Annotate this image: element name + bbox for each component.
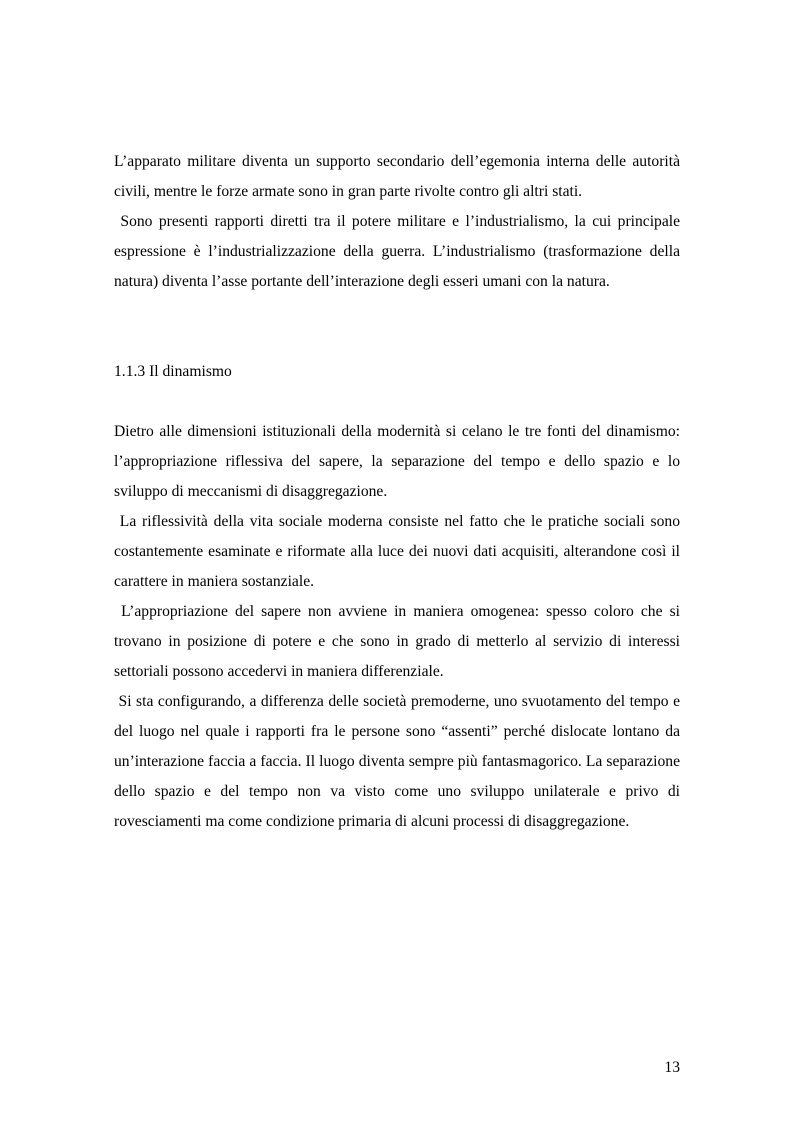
spacer bbox=[114, 297, 680, 357]
paragraph-military-apparatus: L’apparato militare diventa un supporto secondario dell’egemonia interna delle autorità civili, mentre le forze armate sono in gran parte rivolte contro gli altri stati. bbox=[114, 153, 684, 200]
paragraph-industrialism: Sono presenti rapporti diretti tra il potere militare e l’industrialismo, la cui principale espressione è l’industrializzazione della guerra. L’industrialismo (trasformazione della natura) diventa l’asse portante dell’interazione degli esseri umani con la natura. bbox=[114, 213, 684, 290]
paragraph-knowledge-appropriation: L’appropriazione del sapere non avviene in maniera omogenea: spesso coloro che si trovano in posizione di potere e che sono in grado di metterlo al servizio di interessi settoriali possono accedervi in maniera differenziale. bbox=[114, 603, 684, 680]
section-heading: 1.1.3 Il dinamismo bbox=[114, 363, 232, 380]
paragraph-dynamism-sources: Dietro alle dimensioni istituzionali della modernità si celano le tre fonti del dinamismo: l’appropriazione riflessiva del sapere, la separazione del tempo e dello spazio e lo sviluppo di meccanismi di disaggregazione. bbox=[114, 423, 684, 500]
page-number: 13 bbox=[664, 1059, 680, 1076]
spacer bbox=[114, 387, 680, 417]
page-body bbox=[114, 147, 684, 837]
paragraph-time-space-separation: Si sta configurando, a differenza delle società premoderne, uno svuotamento del tempo e del luogo nel quale i rapporti fra le persone sono “assenti” perché dislocate lontano da un’interazione faccia a faccia. Il luogo diventa sempre più fantasmagorico. La separazione dello spazio e del tempo non va visto come uno sviluppo unilaterale e privo di rovesciamenti ma come condizione primaria di alcuni processi di disaggregazione. bbox=[114, 693, 684, 830]
paragraph-reflexivity: La riflessività della vita sociale moderna consiste nel fatto che le pratiche sociali sono costantemente esaminate e riformate alla luce dei nuovi dati acquisiti, alterandone così il carattere in maniera sostanziale. bbox=[114, 513, 684, 590]
